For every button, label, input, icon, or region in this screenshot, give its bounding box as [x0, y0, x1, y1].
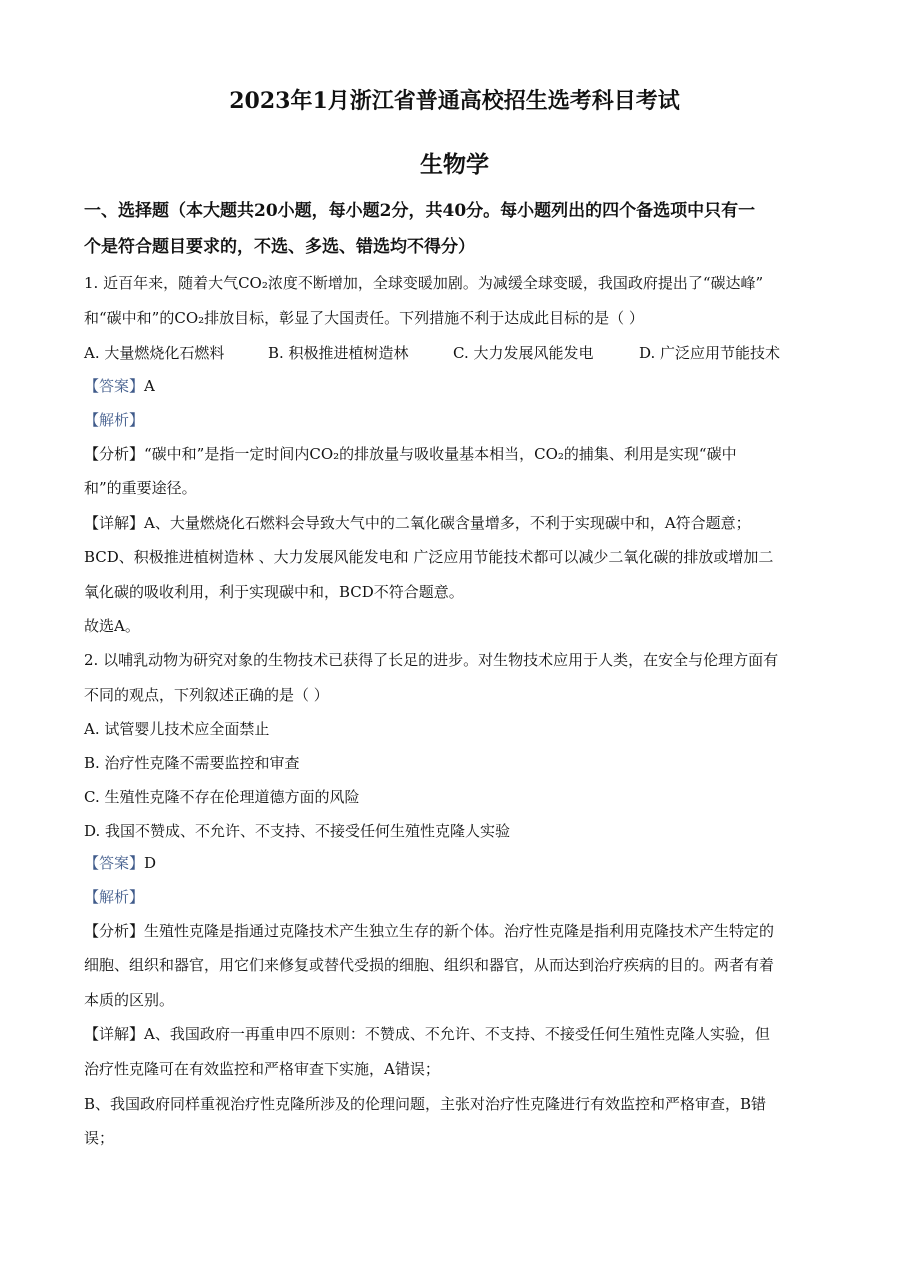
detail-tag: 【详解】: [84, 1025, 145, 1043]
q2-option-d: D. 我国不赞成、不允许、不支持、不接受任何生殖性克隆人实验: [84, 822, 511, 840]
q2-fenxi-line-2: 细胞、组织和器官，用它们来修复或替代受损的细胞、组织和器官，从而达到治疗疾病的目的。两者有着: [84, 956, 775, 974]
q1-option-b: B. 积极推进植树造林: [268, 344, 409, 362]
q2-detail-line-1: [84, 1023, 823, 1045]
q2-fenxi-line-1: [84, 920, 823, 942]
q1-answer: A: [144, 377, 155, 395]
answer-tag: 【答案】: [84, 854, 145, 872]
q1-option-a: A. 大量燃烧化石燃料: [84, 344, 225, 362]
q2-detail-line-4: 误；: [84, 1129, 115, 1147]
q2-detail-line-2: 治疗性克隆可在有效监控和严格审查下实施，A错误；: [84, 1060, 440, 1078]
q2-fenxi-text-1: 生殖性克隆是指通过克隆技术产生独立生存的新个体。治疗性克隆是指利用克隆技术产生特定的: [144, 922, 775, 940]
q2-answer: D: [144, 854, 157, 872]
exam-title: 2023年1月浙江省普通高校招生选考科目考试: [229, 88, 680, 114]
q2-option-b: B. 治疗性克隆不需要监控和审查: [84, 754, 300, 772]
q1-conclusion: 故选A。: [84, 617, 140, 635]
q2-option-a: A. 试管婴儿技术应全面禁止: [84, 720, 270, 738]
subject-title: 生物学: [420, 151, 489, 178]
q1-option-d: D. 广泛应用节能技术: [639, 344, 781, 362]
q1-stem-line-1: 1. 近百年来，随着大气CO₂浓度不断增加，全球变暖加剧。为减缓全球变暖，我国政府提出了“碳达峰”: [84, 274, 764, 292]
q1-answer-line: [84, 375, 823, 397]
section-heading-line-1: 一、选择题（本大题共20小题，每小题2分，共40分。每小题列出的四个备选项中只有一: [84, 201, 756, 221]
q2-detail-line-3: B、我国政府同样重视治疗性克隆所涉及的伦理问题，主张对治疗性克隆进行有效监控和严格审查，B错: [84, 1095, 767, 1113]
q1-fenxi-line-1: [84, 443, 823, 465]
q1-detail-line-1: [84, 512, 823, 534]
q2-analysis-tag: 【解析】: [84, 888, 145, 906]
q2-option-c: C. 生殖性克隆不存在伦理道德方面的风险: [84, 788, 360, 806]
fenxi-tag: 【分析】: [84, 445, 145, 463]
q1-fenxi-text-1: “碳中和”是指一定时间内CO₂的排放量与吸收量基本相当，CO₂的捕集、利用是实现“碳中: [144, 445, 737, 463]
q2-answer-line: [84, 852, 823, 874]
q2-fenxi-line-3: 本质的区别。: [84, 991, 175, 1009]
answer-tag: 【答案】: [84, 377, 145, 395]
q2-detail-text-1: A、我国政府一再重申四不原则：不赞成、不允许、不支持、不接受任何生殖性克隆人实验，但: [144, 1025, 770, 1043]
q1-detail-line-3: 氧化碳的吸收利用，利于实现碳中和，BCD不符合题意。: [84, 583, 464, 601]
q1-option-c: C. 大力发展风能发电: [453, 344, 594, 362]
fenxi-tag: 【分析】: [84, 922, 145, 940]
q1-fenxi-line-2: 和”的重要途径。: [84, 479, 197, 497]
q1-stem-line-2: 和“碳中和”的CO₂排放目标，彰显了大国责任。下列措施不利于达成此目标的是（ ）: [84, 309, 644, 327]
detail-tag: 【详解】: [84, 514, 145, 532]
q1-detail-text-1: A、大量燃烧化石燃料会导致大气中的二氧化碳含量增多，不利于实现碳中和，A符合题意；: [144, 514, 751, 532]
q2-stem-line-2: 不同的观点，下列叙述正确的是（ ）: [84, 686, 329, 704]
q1-analysis-tag: 【解析】: [84, 411, 145, 429]
q2-stem-line-1: 2. 以哺乳动物为研究对象的生物技术已获得了长足的进步。对生物技术应用于人类，在安全与伦理方面有: [84, 651, 779, 669]
q1-detail-line-2: BCD、积极推进植树造林 、大力发展风能发电和 广泛应用节能技术都可以减少二氧化碳的排放或增加二: [84, 548, 774, 566]
section-heading-line-2: 个是符合题目要求的，不选、多选、错选均不得分）: [84, 237, 475, 257]
